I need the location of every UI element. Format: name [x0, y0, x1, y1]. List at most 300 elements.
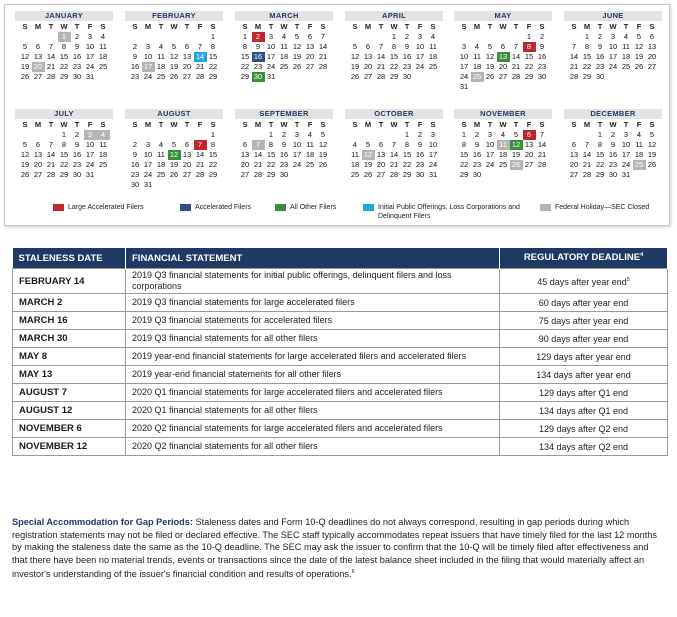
calendar-day: 7 [571, 42, 577, 51]
calendar-day: 31 [143, 180, 153, 189]
financial-statement-cell: 2020 Q2 financial statements for large accelerated filers and accelerated filers [126, 420, 500, 438]
deadline-cell [500, 330, 668, 348]
calendar-day: 11 [351, 150, 359, 159]
calendar-day: 12 [169, 52, 179, 61]
calendar-day: 16 [415, 150, 425, 159]
weekday-header: S [352, 120, 358, 129]
calendar-day: 3 [268, 32, 274, 41]
month-june [564, 11, 662, 82]
month-name: SEPTEMBER [235, 109, 333, 119]
weekday-header: M [144, 22, 152, 31]
calendar-day: 8 [523, 42, 536, 52]
calendar-day: 10 [459, 52, 469, 61]
staleness-date-cell: NOVEMBER 6 [13, 420, 126, 438]
calendar-day: 28 [195, 72, 205, 81]
calendar-day: 2 [74, 32, 80, 41]
calendar-day: 10 [415, 42, 425, 51]
calendar-day: 25 [156, 72, 166, 81]
calendar-day: 11 [306, 140, 314, 149]
calendar-day: 30 [72, 170, 82, 179]
weekday-header: M [364, 120, 372, 129]
weekday-header: S [242, 22, 248, 31]
calendar-day: 20 [32, 62, 45, 72]
calendar-day: 24 [292, 160, 302, 169]
month-september [235, 109, 333, 180]
calendar-day: 9 [404, 42, 410, 51]
weekday-header: F [197, 22, 203, 31]
calendar-day: 28 [253, 170, 263, 179]
calendar-day: 22 [595, 160, 605, 169]
calendar-day: 28 [195, 170, 205, 179]
table-row [13, 366, 668, 384]
weekday-header: S [571, 120, 577, 129]
financial-statement-cell: 2019 year-end financial statements for all other filers [126, 366, 500, 384]
calendar-day: 17 [266, 52, 276, 61]
financial-statement-cell: 2020 Q2 financial statements for all other filers [126, 438, 500, 456]
calendar-day: 1 [210, 32, 216, 41]
calendar-day: 1 [210, 130, 216, 139]
calendar-day: 5 [22, 140, 28, 149]
legend-swatch [275, 204, 286, 211]
table-row [13, 312, 668, 330]
calendar-day: 18 [156, 160, 166, 169]
calendar-day: 12 [168, 150, 181, 160]
month-name: AUGUST [125, 109, 223, 119]
calendar-day: 21 [376, 62, 386, 71]
calendar-day: 25 [279, 62, 289, 71]
calendar-day: 1 [391, 32, 397, 41]
calendar-day: 7 [320, 32, 326, 41]
month-december [564, 109, 662, 180]
calendar-day: 22 [459, 160, 469, 169]
calendar-day: 9 [610, 140, 616, 149]
calendar-day: 5 [320, 130, 326, 139]
empty-day [181, 32, 194, 42]
calendar-day: 18 [279, 52, 289, 61]
weekday-header: T [158, 120, 164, 129]
calendar-day: 21 [195, 160, 205, 169]
calendar-day: 6 [35, 42, 41, 51]
calendar-day: 11 [157, 150, 165, 159]
weekday-header: S [242, 120, 248, 129]
calendar-day: 9 [74, 140, 80, 149]
calendar-day: 20 [240, 160, 250, 169]
calendar-day: 28 [582, 170, 592, 179]
month-days-grid [235, 22, 333, 82]
calendar-day: 28 [569, 72, 579, 81]
weekday-header: S [649, 22, 655, 31]
calendar-day: 27 [240, 170, 250, 179]
calendar-day: 23 [130, 170, 140, 179]
calendar-day: 8 [61, 42, 67, 51]
calendar-day: 26 [363, 170, 373, 179]
calendar-day: 11 [635, 140, 643, 149]
calendar-day: 24 [459, 72, 469, 81]
calendar-day: 17 [459, 62, 469, 71]
weekday-header: S [210, 120, 216, 129]
calendar-day: 21 [389, 160, 399, 169]
calendar-day: 22 [524, 62, 534, 71]
month-days-grid [345, 120, 443, 180]
calendar-day: 6 [35, 140, 41, 149]
month-days-grid [235, 120, 333, 180]
calendar-day: 22 [59, 62, 69, 71]
deadline-text: 134 days after year end [536, 370, 631, 380]
financial-statement-cell: 2020 Q1 financial statements for large accelerated filers and accelerated filers [126, 384, 500, 402]
calendar-day: 19 [20, 160, 30, 169]
calendar-day: 14 [195, 150, 205, 159]
table-row [13, 330, 668, 348]
footnote-ref: 5 [626, 276, 630, 283]
deadline-text: 45 days after year end [537, 276, 627, 287]
calendar-day: 5 [636, 32, 642, 41]
legend-item [275, 203, 336, 212]
calendar-day: 6 [365, 42, 371, 51]
calendar-day: 16 [402, 52, 412, 61]
calendar-day: 16 [72, 150, 82, 159]
weekday-header: W [170, 120, 178, 129]
financial-statement-cell: 2019 Q3 financial statements for large accelerated filers [126, 294, 500, 312]
calendar-day: 23 [472, 160, 482, 169]
calendar-day: 1 [584, 32, 590, 41]
empty-day [252, 130, 265, 140]
weekday-header: W [280, 22, 288, 31]
calendar-day: 26 [318, 160, 328, 169]
month-days-grid [125, 120, 223, 190]
calendar-day: 18 [498, 150, 508, 159]
legend-swatch [180, 204, 191, 211]
weekday-header: S [100, 22, 106, 31]
deadline-cell [500, 269, 668, 294]
month-april [345, 11, 443, 82]
weekday-header: S [461, 22, 467, 31]
footnote-ref: 4 [640, 252, 644, 259]
calendar-day: 5 [352, 42, 358, 51]
empty-day [168, 32, 181, 42]
calendar-day: 5 [513, 130, 519, 139]
table-row [13, 269, 668, 294]
header-regulatory-deadline [500, 248, 668, 269]
calendar-day: 4 [623, 32, 629, 41]
note-footnote-ref: 6 [351, 569, 355, 576]
calendar-day: 2 [539, 32, 545, 41]
calendar-day: 2 [417, 130, 423, 139]
calendar-day: 29 [595, 170, 605, 179]
weekday-header: S [210, 22, 216, 31]
weekday-header: S [461, 120, 467, 129]
note-body: Staleness dates and Form 10-Q deadlines do not always correspond, resulting in gap periods during which registration statements may not be filed or declared effective. The SEC staff typically accommodates repeat issuers that have timely filed for the last 12 months by making the staleness date the same as the 10-Q deadline. The SEC may ask the issuer to confirm that the 10-Q will be timely filed after effectiveness and that there have been no material trends, events or transactions since the date of the latest balance sheet included in the filing that would materially affect an investor's understanding of the issuer's financial condition and results of operations. [12, 517, 657, 580]
calendar-day: 25 [305, 160, 315, 169]
calendar-day: 24 [608, 62, 618, 71]
calendar-day: 30 [402, 72, 412, 81]
calendar-day: 25 [471, 72, 484, 82]
calendar-day: 28 [376, 72, 386, 81]
weekday-header: S [539, 22, 545, 31]
calendar-day: 2 [474, 130, 480, 139]
calendar-day: 12 [20, 150, 30, 159]
calendar-day: 5 [365, 140, 371, 149]
calendar-day: 6 [307, 32, 313, 41]
month-name: JUNE [564, 11, 662, 21]
calendar-day: 29 [59, 72, 69, 81]
weekday-header: W [60, 120, 68, 129]
weekday-header: F [87, 22, 93, 31]
calendar-day: 27 [498, 72, 508, 81]
month-name: FEBRUARY [125, 11, 223, 21]
deadline-text: 90 days after year end [538, 334, 629, 344]
calendar-day: 20 [182, 62, 192, 71]
table-row [13, 294, 668, 312]
calendar-day: 29 [582, 72, 592, 81]
calendar-day: 30 [537, 72, 547, 81]
calendar-day: 23 [279, 160, 289, 169]
legend-label: Federal Holiday—SEC Closed [555, 204, 650, 211]
weekday-header: S [320, 22, 326, 31]
calendar-day: 1 [58, 32, 71, 42]
month-name: NOVEMBER [454, 109, 552, 119]
weekday-header: T [404, 120, 410, 129]
empty-day [581, 130, 594, 140]
calendar-day: 19 [169, 160, 179, 169]
weekday-header: M [583, 120, 591, 129]
legend-item [540, 203, 649, 212]
weekday-header: T [513, 120, 519, 129]
calendar-day: 16 [472, 150, 482, 159]
calendar-day: 16 [130, 62, 140, 71]
staleness-date-cell: MARCH 30 [13, 330, 126, 348]
weekday-header: F [307, 22, 313, 31]
calendar-day: 2 [74, 130, 80, 139]
calendar-day: 26 [20, 170, 30, 179]
calendar-day: 28 [318, 62, 328, 71]
calendar-day: 7 [252, 140, 265, 150]
calendar-day: 15 [459, 150, 469, 159]
calendar-day: 21 [195, 62, 205, 71]
calendar-day: 20 [305, 52, 315, 61]
weekday-header: S [430, 120, 436, 129]
month-name: OCTOBER [345, 109, 443, 119]
calendar-day: 31 [85, 72, 95, 81]
weekday-header: F [417, 120, 423, 129]
calendar-day: 15 [208, 52, 218, 61]
weekday-header: S [132, 120, 138, 129]
weekday-header: T [158, 22, 164, 31]
calendar-day: 9 [539, 42, 545, 51]
calendar-day: 14 [194, 52, 207, 62]
weekday-header: T [487, 22, 493, 31]
calendar-day: 20 [524, 150, 534, 159]
calendar-day: 27 [524, 160, 534, 169]
calendar-day: 14 [537, 140, 547, 149]
calendar-day: 12 [647, 140, 657, 149]
calendar-day: 3 [623, 130, 629, 139]
gap-period-note [12, 516, 662, 581]
calendar-day: 10 [143, 150, 153, 159]
calendar-day: 3 [145, 140, 151, 149]
calendar-day: 19 [350, 62, 360, 71]
legend-label: Initial Public Offerings, Loss Corporations and Delinquent Filers [378, 204, 520, 220]
weekday-header: F [197, 120, 203, 129]
calendar-day: 27 [363, 72, 373, 81]
weekday-header: T [623, 120, 629, 129]
calendar-day: 5 [171, 140, 177, 149]
calendar-legend [5, 203, 669, 225]
staleness-date-cell: MARCH 2 [13, 294, 126, 312]
month-november [454, 109, 552, 180]
weekday-header: W [390, 22, 398, 31]
weekday-header: T [623, 22, 629, 31]
calendar-day: 29 [389, 72, 399, 81]
calendar-day: 13 [363, 52, 373, 61]
calendar-day: 21 [511, 62, 521, 71]
calendar-day: 3 [417, 32, 423, 41]
calendar-day: 10 [621, 140, 631, 149]
weekday-header: W [609, 120, 617, 129]
weekday-header: M [34, 22, 42, 31]
table-row [13, 420, 668, 438]
calendar-day: 4 [281, 32, 287, 41]
calendar-day: 10 [266, 42, 276, 51]
empty-day [32, 32, 45, 42]
calendar-day: 18 [621, 52, 631, 61]
calendar-day: 24 [485, 160, 495, 169]
calendar-day: 15 [582, 52, 592, 61]
calendar-day: 15 [595, 150, 605, 159]
weekday-header: T [597, 120, 603, 129]
calendar-day: 12 [292, 42, 302, 51]
calendar-day: 25 [98, 160, 108, 169]
calendar-day: 5 [649, 130, 655, 139]
calendar-day: 23 [253, 62, 263, 71]
legend-item [363, 203, 538, 221]
empty-day [484, 32, 497, 42]
calendar-day: 6 [649, 32, 655, 41]
calendar-day: 14 [569, 52, 579, 61]
calendar-day: 18 [428, 52, 438, 61]
calendar-day: 22 [59, 160, 69, 169]
weekday-header: T [184, 22, 190, 31]
calendar-day: 5 [22, 42, 28, 51]
deadline-text: 129 days after Q2 end [538, 424, 629, 434]
calendar-day: 12 [485, 52, 495, 61]
calendar-day: 29 [240, 72, 250, 81]
weekday-header: T [487, 120, 493, 129]
calendar-day: 14 [389, 150, 399, 159]
calendar-day: 21 [46, 160, 56, 169]
calendar-day: 7 [48, 42, 54, 51]
calendar-day: 24 [143, 170, 153, 179]
calendar-day: 21 [569, 62, 579, 71]
calendar-day: 11 [622, 42, 630, 51]
calendar-day: 9 [132, 52, 138, 61]
weekday-header: S [430, 22, 436, 31]
calendar-day: 3 [610, 32, 616, 41]
calendar-day: 4 [307, 130, 313, 139]
weekday-header: S [22, 120, 28, 129]
empty-day [375, 32, 388, 42]
calendar-day: 11 [473, 52, 481, 61]
weekday-header: W [170, 22, 178, 31]
weekday-header: T [268, 120, 274, 129]
calendar-day: 3 [294, 130, 300, 139]
calendar-day: 3 [461, 42, 467, 51]
calendar-day: 28 [389, 170, 399, 179]
table-header-row [13, 248, 668, 269]
deadline-text: 60 days after year end [538, 298, 629, 308]
weekday-header: T [378, 22, 384, 31]
weekday-header: T [48, 22, 54, 31]
calendar-day: 19 [292, 52, 302, 61]
staleness-date-cell: AUGUST 7 [13, 384, 126, 402]
calendar-day: 24 [621, 160, 631, 169]
calendar-day: 7 [194, 140, 207, 150]
calendar-day: 21 [46, 62, 56, 71]
empty-day [45, 130, 58, 140]
calendar-day: 23 [72, 160, 82, 169]
calendar-day: 25 [633, 160, 646, 170]
legend-label: Large Accelerated Filers [68, 204, 144, 211]
financial-statement-cell: 2020 Q1 financial statements for all other filers [126, 402, 500, 420]
deadline-text: 129 days after Q1 end [538, 388, 629, 398]
calendar-day: 4 [352, 140, 358, 149]
calendar-day: 8 [61, 140, 67, 149]
month-days-grid [125, 22, 223, 82]
month-may [454, 11, 552, 92]
calendar-day: 25 [621, 62, 631, 71]
calendar-day: 26 [20, 72, 30, 81]
calendar-day: 4 [97, 130, 110, 140]
calendar-day: 21 [537, 150, 547, 159]
calendar-day: 14 [253, 150, 263, 159]
calendar-day: 5 [294, 32, 300, 41]
calendar-day: 2 [610, 130, 616, 139]
empty-day [510, 32, 523, 42]
calendar-day: 4 [500, 130, 506, 139]
calendar-day: 3 [487, 130, 493, 139]
calendar-day: 19 [363, 160, 373, 169]
empty-day [362, 32, 375, 42]
calendar-day: 13 [569, 150, 579, 159]
deadline-cell [500, 366, 668, 384]
calendar-day: 13 [647, 42, 657, 51]
legend-swatch [540, 204, 551, 211]
calendar-day: 29 [208, 72, 218, 81]
weekday-header: W [609, 22, 617, 31]
legend-label: All Other Filers [290, 204, 337, 211]
calendar-day: 3 [145, 42, 151, 51]
calendar-day: 12 [362, 150, 375, 160]
calendar-day: 29 [59, 170, 69, 179]
weekday-header: W [280, 120, 288, 129]
calendar-day: 31 [428, 170, 438, 179]
calendar-day: 4 [474, 42, 480, 51]
calendar-day: 16 [608, 150, 618, 159]
empty-day [349, 32, 362, 42]
calendar-day: 3 [430, 130, 436, 139]
calendar-day: 2 [281, 130, 287, 139]
calendar-day: 8 [597, 140, 603, 149]
calendar-day: 3 [87, 32, 93, 41]
empty-day [19, 32, 32, 42]
calendar-day: 29 [266, 170, 276, 179]
calendar-day: 1 [268, 130, 274, 139]
staleness-date-cell: MAY 13 [13, 366, 126, 384]
calendar-day: 1 [242, 32, 248, 41]
empty-day [194, 130, 207, 140]
calendar-day: 14 [511, 52, 521, 61]
weekday-header: S [352, 22, 358, 31]
header-deadline-text: REGULATORY DEADLINE [523, 252, 641, 264]
